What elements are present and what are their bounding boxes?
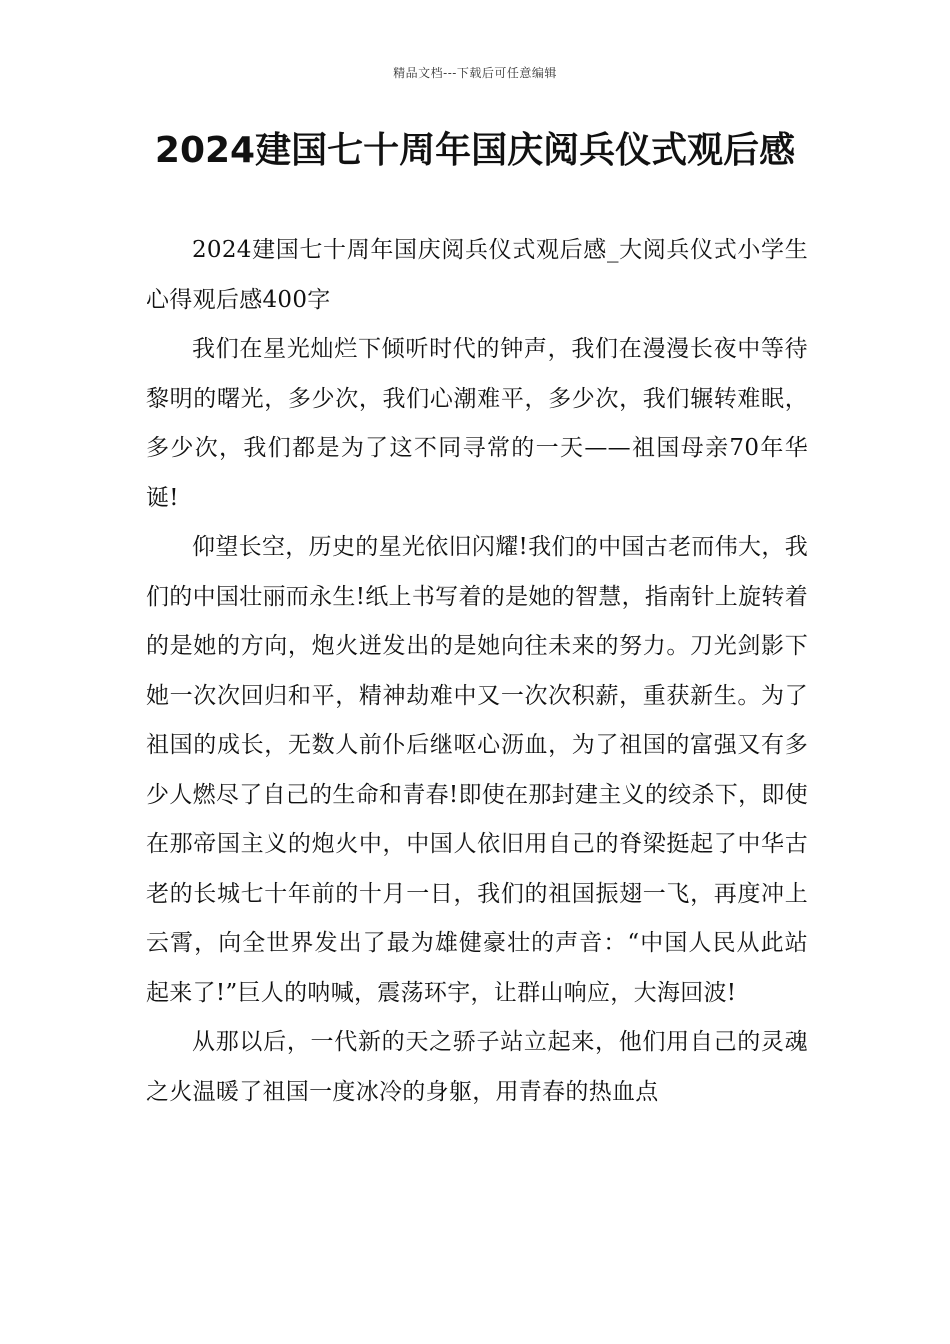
document-title: 2024建国七十周年国庆阅兵仪式观后感 [154,130,796,171]
paragraph-2: 仰望长空，历史的星光依旧闪耀!我们的中国古老而伟大，我们的中国壮丽而永生!纸上书写着的是她的智慧，指南针上旋转着的是她的方向，炮火迸发出的是她向往未来的努力。刀光剑影下她一次次回归和平，精神劫难中又一次次积薪，重获新生。为了祖国的成长，无数人前仆后继呕心沥血，为了祖国的富强又有多少人燃尽了自己的生命和青春!即使在那封建主义的绞杀下，即使在那帝国主义的炮火中，中国人依旧用自己的脊梁挺起了中华古老的长城七十年前的十月一日，我们的祖国振翅一飞，再度冲上云霄，向全世界发出了最为雄健豪壮的声音：“中国人民从此站起来了!”巨人的呐喊，震荡环宇，让群山响应，大海回波! [146,534,808,1006]
paragraph-3: 从那以后，一代新的天之骄子站立起来，他们用自己的灵魂之火温暖了祖国一度冰冷的身躯，用青春的热血点 [146,1029,808,1105]
document-body [146,226,808,1117]
header-note: 精品文档---下载后可任意编辑 [393,66,557,80]
paragraph-1: 我们在星光灿烂下倾听时代的钟声，我们在漫漫长夜中等待黎明的曙光，多少次，我们心潮难平，多少次，我们辗转难眠，多少次，我们都是为了这不同寻常的一天——祖国母亲70年华诞! [146,336,808,511]
paragraph-subtitle: 2024建国七十周年国庆阅兵仪式观后感_大阅兵仪式小学生心得观后感400字 [146,237,808,313]
